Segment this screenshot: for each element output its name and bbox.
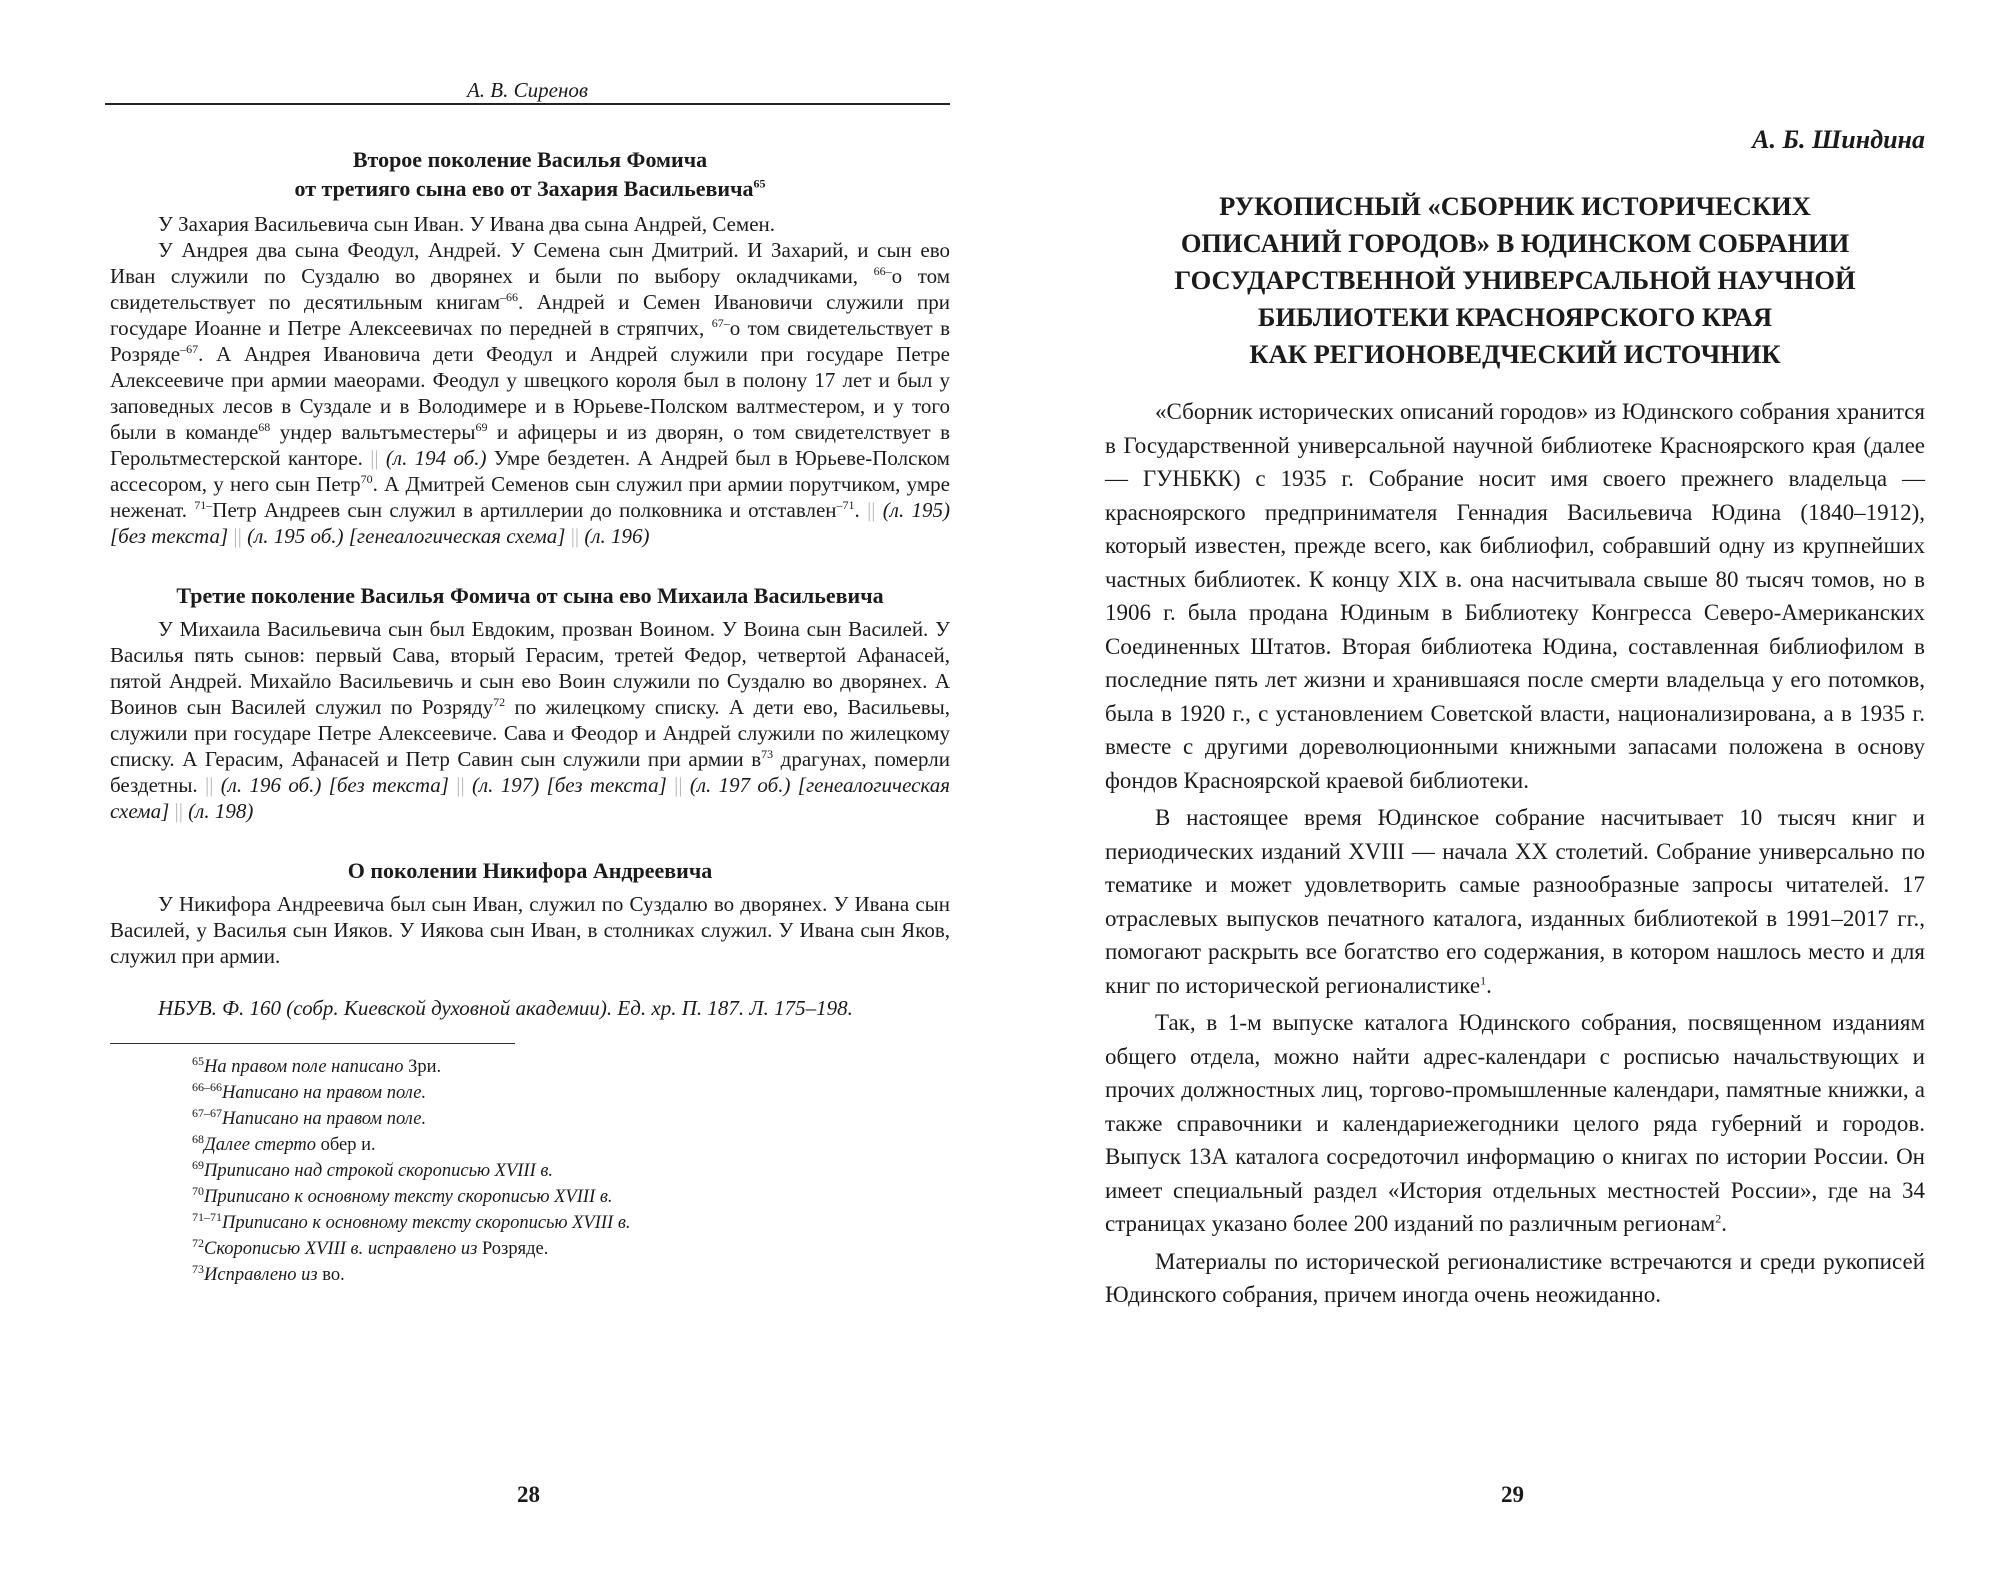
section-title-3: О поколении Никифора Андреевича	[347, 858, 713, 883]
footnote-rule	[110, 1043, 515, 1044]
article-author: А. Б. Шиндина	[1752, 125, 1925, 154]
footnote-item: $^{71-71}$Приписано к основному тексту скорописью XVIII в.	[192, 1209, 631, 1233]
section-3-text	[110, 891, 950, 969]
folio-break-mark: ||	[570, 524, 580, 548]
footnote-item: $^{72}$Скорописью XVIII в. исправлено из Розряде.	[192, 1235, 549, 1259]
footnotes	[110, 1054, 950, 1288]
left-column	[110, 145, 950, 1288]
folio-break-mark: ||	[456, 773, 465, 797]
footnote-item: $^{65}$На правом поле написано Зри.	[192, 1053, 442, 1077]
section-2-text	[110, 616, 950, 824]
header-rule	[105, 103, 950, 105]
paragraph: У Михаила Васильевича сын был Евдоким, прозван Воином. У Воина сын Василей. У Василья пять сынов: первый Сава, вторый Герасим, третей Федор, четвертой Афанасей, пятой Андрей. Михайло Васильевичь и сын ево Воин служили по Суздалю во дворянех. А Воинов сын Василей служил по Розряду$^{72}$ по жилецкому списку. А дети ево, Васильевы, служили при государе Петре Алексеевиче. Сава и Феодор и Андрей служили по жилецкому списку. А Герасим, Афанасей и Петр Савин сын служили при армии $в^{73}$ драгунах, померли бездетны. || (л. 196 об.) [без текста] || (л. 197) [без текста] || (л. 197 об.) [генеалогическая схема] || (л. 198)	[110, 617, 950, 823]
footnote-item: $^{68}$Далее стерто обер и.	[192, 1131, 376, 1155]
footnote-ref: 1	[1480, 972, 1487, 987]
folio-break-mark: ||	[674, 773, 683, 797]
footnote-ref: 65	[753, 176, 766, 191]
paragraph: У Захария Васильевича сын Иван. У Ивана два сына Андрей, Семен.	[158, 212, 775, 236]
section-title-2: Третие поколение Василья Фомича от сына ево Михаила Васильевича	[176, 583, 884, 608]
page-number: 28	[517, 1482, 540, 1507]
paragraph: «Сборник исторических описаний городов» из Юдинского собрания хранится в Государственной универсальной научной библиотеке Красноярского края (далее — ГУНБКК) с 1935 г. Собрание носит имя своего прежнего владельца — красноярского предпринимателя Геннадия Васильевича Юдина (1840–1912), который известен, прежде всего, как библиофил, собравший одну из крупнейших частных библиотек. К концу XIX в. она насчитывала свыше 80 тысяч томов, но в 1906 г. была продана Юдиным в Библиотеку Конгресса Северо-Американских Соединенных Штатов. Вторая библиотека Юдина, составленная библиофилом в последние пять лет жизни и хранившаяся после смерти владельца у его потомков, была в 1920 г., с установлением Советской власти, национализирована, а в 1935 г. вместе с другими дореволюционными книжными запасами положена в основу фондов Красноярской краевой библиотеки.	[1105, 399, 1925, 793]
paragraph: У Андрея два сына Феодул, Андрей. У Семена сын Дмитрий. И Захарий, и сын ево Иван служили по Суздалю во дворянех и были по выбору окладчиками, $^{66-}$о том свидетельствует по десятильным книгам$^{-66}$. Андрей и Семен Ивановичи служили при государе Иоанне и Петре Алексеевичах по передней в стряпчих, $^{67-}$о том свидетельствует в Розряде$^{-67}$. А Андрея Ивановича дети Феодул и Андрей служили при государе Петре Алексеевиче при армии маеорами. Феодул у швецкого короля был в полону 17 лет и был у заповедных лесов в Суздале и в Володимере и в Юрьеве-Полском валтместером, и у того были в команде$^{68}$ ундер вальтъместеры$^{69}$ и афицеры и из дворян, о том свидетелствует в Герольтместерской канторе. || (л. 194 об.) Умре бездетен. А Андрей был в Юрьеве-Полском ассесором, у него сын Петр$^{70}$. А Дмитрей Семенов сын служил при армии порутчиком, умре неженат. $^{71-}$Петр Андреев сын служил в артиллерии до полковника и отставлен$^{-71}$. || (л. 195) [без текста] || (л. 195 об.) [генеалогическая схема] || (л. 196)	[110, 238, 951, 548]
footnote-item: $^{70}$Приписано к основному тексту скорописью XVIII в.	[192, 1183, 613, 1207]
section-1-text	[110, 211, 950, 549]
footnote-item: $^{69}$Приписано над строкой скорописью XVIII в.	[192, 1157, 554, 1181]
article-body	[1105, 395, 1925, 1312]
folio-break-mark: ||	[174, 799, 183, 823]
paragraph: У Никифора Андреевича был сын Иван, служил по Суздалю во дворянех. У Ивана сын Василей, у Василья сын Ияков. У Иякова сын Иван, в столниках служил. У Ивана сын Яков, служил при армии.	[110, 892, 950, 968]
article-title: РУКОПИСНЫЙ «СБОРНИК ИСТОРИЧЕСКИХ ОПИСАНИЙ ГОРОДОВ» В ЮДИНСКОМ СОБРАНИИ ГОСУДАРСТВЕННОЙ УНИВЕРСАЛЬНОЙ НАУЧНОЙ БИБЛИОТЕКИ КРАСНОЯРСКОГО КРАЯ КАК РЕГИОНОВЕДЧЕСКИЙ ИСТОЧНИК	[1174, 191, 1856, 369]
footnote-ref: 2	[1715, 1211, 1722, 1226]
folio-break-mark: ||	[370, 446, 379, 470]
footnote-item: $^{66-66}$Написано на правом поле.	[192, 1079, 427, 1103]
archival-source: НБУВ. Ф. 160 (собр. Киевской духовной академии). Ед. хр. П. 187. Л. 175–198.	[158, 996, 853, 1020]
paragraph: Материалы по исторической регионалистике встречаются и среди рукописей Юдинского собрания, причем иногда очень неожиданно.	[1105, 1248, 1925, 1307]
paragraph: Так, в 1-м выпуске каталога Юдинского собрания, посвященном изданиям общего отдела, можно найти адрес-календари с росписью начальствующих и прочих должностных лиц, торгово-промышленные календари, памятные книжки, а также справочники и календариежегодники целого ряда губерний и городов. Выпуск 13А каталога сосредоточил информацию о книгах по истории России. Он имеет специальный раздел «История отдельных местностей России», где на 34 страницах указано более 200 изданий по различным регионам$^2$.	[1105, 1010, 1925, 1236]
folio-break-mark: ||	[205, 773, 214, 797]
footnote-item: $^{73}$Исправлено из во.	[192, 1261, 345, 1285]
footnote-item: $^{67-67}$Написано на правом поле.	[192, 1105, 427, 1129]
folio-break-mark: ||	[867, 498, 876, 522]
paragraph: В настоящее время Юдинское собрание насчитывает 10 тысяч книг и периодических изданий XVIII — начала XX столетий. Собрание универсально по тематике и может удовлетворить самые разнообразные запросы читателей. 17 отраслевых выпусков печатного каталога, изданных библиотекой в 1991–2017 гг., помогают раскрыть все богатство его содержания, в котором нашлось место и для книг по исторической регионалистике$^1$.	[1105, 805, 1925, 998]
running-head: А. В. Сиренов	[466, 78, 589, 102]
folio-break-mark: ||	[233, 524, 242, 548]
page-number: 29	[1501, 1482, 1524, 1507]
section-title-1: Второе поколение Василья Фомича от третияго сына ево от Захария Васильевича$^{65}$	[294, 147, 766, 201]
